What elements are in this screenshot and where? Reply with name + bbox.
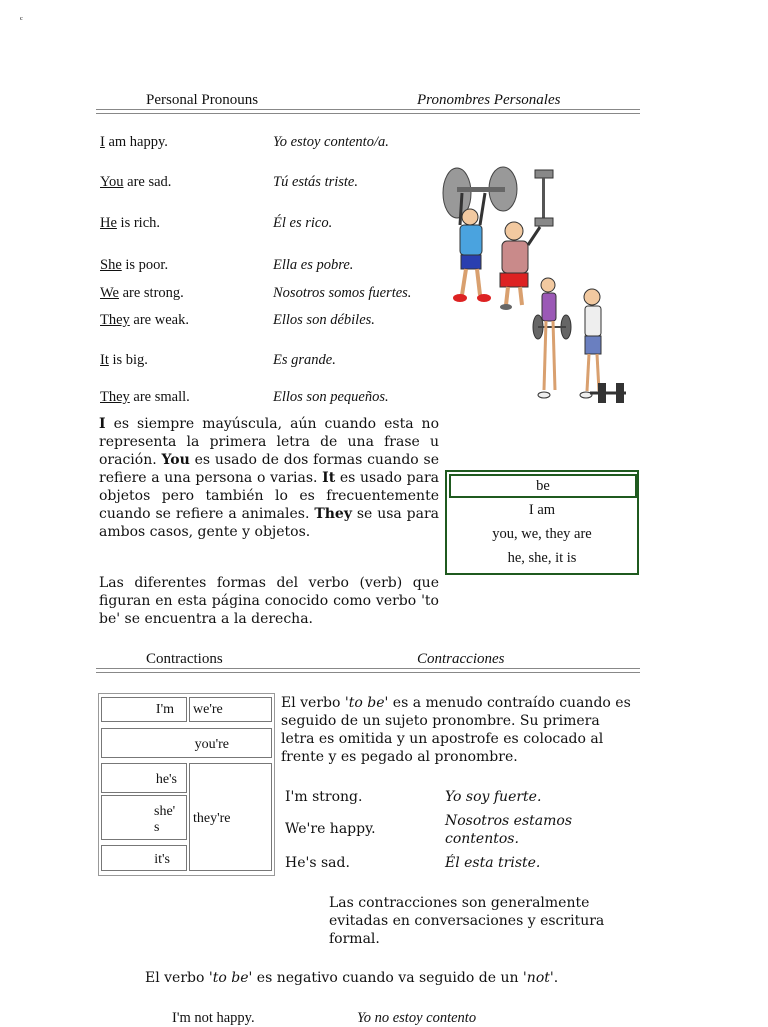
section-title-en: Personal Pronouns: [146, 92, 259, 108]
negative-example-es: Yo no estoy contento: [357, 1010, 477, 1026]
pronoun-sentence: It is big.: [100, 352, 148, 368]
example-en: I'm strong.: [285, 789, 363, 805]
pronoun-sentence: They are weak.: [100, 312, 189, 328]
contraction-explanation: El verbo 'to be' es a menudo contraído cuando es seguido de un sujeto pronombre. Su primera letra es omitida y un apostrofe es colocado al frente y es pegado al pronombre.: [281, 695, 631, 765]
example-en: We're happy.: [285, 821, 376, 837]
be-table-header: be: [449, 474, 637, 498]
pronoun-sentence: He is rich.: [100, 215, 161, 231]
negative-explanation: El verbo 'to be' es negativo cuando va seguido de un 'not'.: [145, 970, 559, 986]
pronoun-sentence: She is poor.: [100, 257, 169, 273]
section-divider: [96, 109, 640, 114]
contractions-title-en: Contractions: [146, 651, 223, 667]
section-title-es: Pronombres Personales: [417, 92, 561, 108]
example-en: He's sad.: [285, 855, 350, 871]
pronoun-sentence: I am happy.: [100, 134, 168, 150]
contraction-cell: she' s: [101, 795, 187, 840]
corner-mark: ᶜ: [20, 14, 23, 26]
formal-usage-note: Las contracciones son generalmente evitadas en conversaciones y escritura formal.: [329, 895, 605, 947]
verb-forms-note: Las diferentes formas del verbo (verb) que figuran en esta página conocido como verbo 'to be' se encuentra a la derecha.: [99, 575, 439, 627]
pronoun-translation: Ellos son pequeños.: [273, 389, 389, 405]
pronoun-sentence: We are strong.: [100, 285, 184, 301]
pronoun-translation: Ellos son débiles.: [273, 312, 375, 328]
pronoun-explanation: I es siempre mayúscula, aún cuando esta no representa la primera letra de una frase u oración. You es usado de dos formas cuando se refiere a una persona o varias. It es usado para objetos pero también lo es frecuentemente cuando se refiere a animales. They se usa para ambos casos, gente y objetos.: [99, 416, 440, 540]
be-table-row: I am: [528, 502, 556, 518]
be-conjugation-table: [445, 470, 639, 575]
contraction-cell: he's: [101, 763, 187, 793]
pronoun-sentence: They are small.: [100, 389, 190, 405]
pronoun-translation: Él es rico.: [273, 215, 333, 231]
example-es: Yo soy fuerte.: [445, 789, 542, 805]
pronoun-translation: Nosotros somos fuertes.: [273, 285, 412, 301]
contraction-cell: they're: [189, 763, 272, 871]
pronoun-translation: Tú estás triste.: [273, 174, 358, 190]
contractions-title-es: Contracciones: [417, 651, 505, 667]
contraction-cell: you're: [101, 728, 272, 758]
pronoun-sentence: You are sad.: [100, 174, 172, 190]
pronoun-translation: Es grande.: [273, 352, 336, 368]
section-divider: [96, 668, 640, 673]
weightlifters-illustration: [440, 165, 630, 410]
contraction-cell: it's: [101, 845, 187, 871]
contraction-cell: I'm: [101, 697, 187, 722]
pronoun-translation: Yo estoy contento/a.: [273, 134, 389, 150]
negative-example-en: I'm not happy.: [172, 1010, 255, 1026]
pronoun-translation: Ella es pobre.: [273, 257, 354, 273]
contraction-cell: we're: [189, 697, 272, 722]
example-es: Él esta triste.: [445, 855, 541, 871]
be-table-row: you, we, they are: [492, 526, 592, 542]
example-es: Nosotros estamos contentos.: [445, 813, 573, 847]
be-table-row: he, she, it is: [507, 550, 577, 566]
